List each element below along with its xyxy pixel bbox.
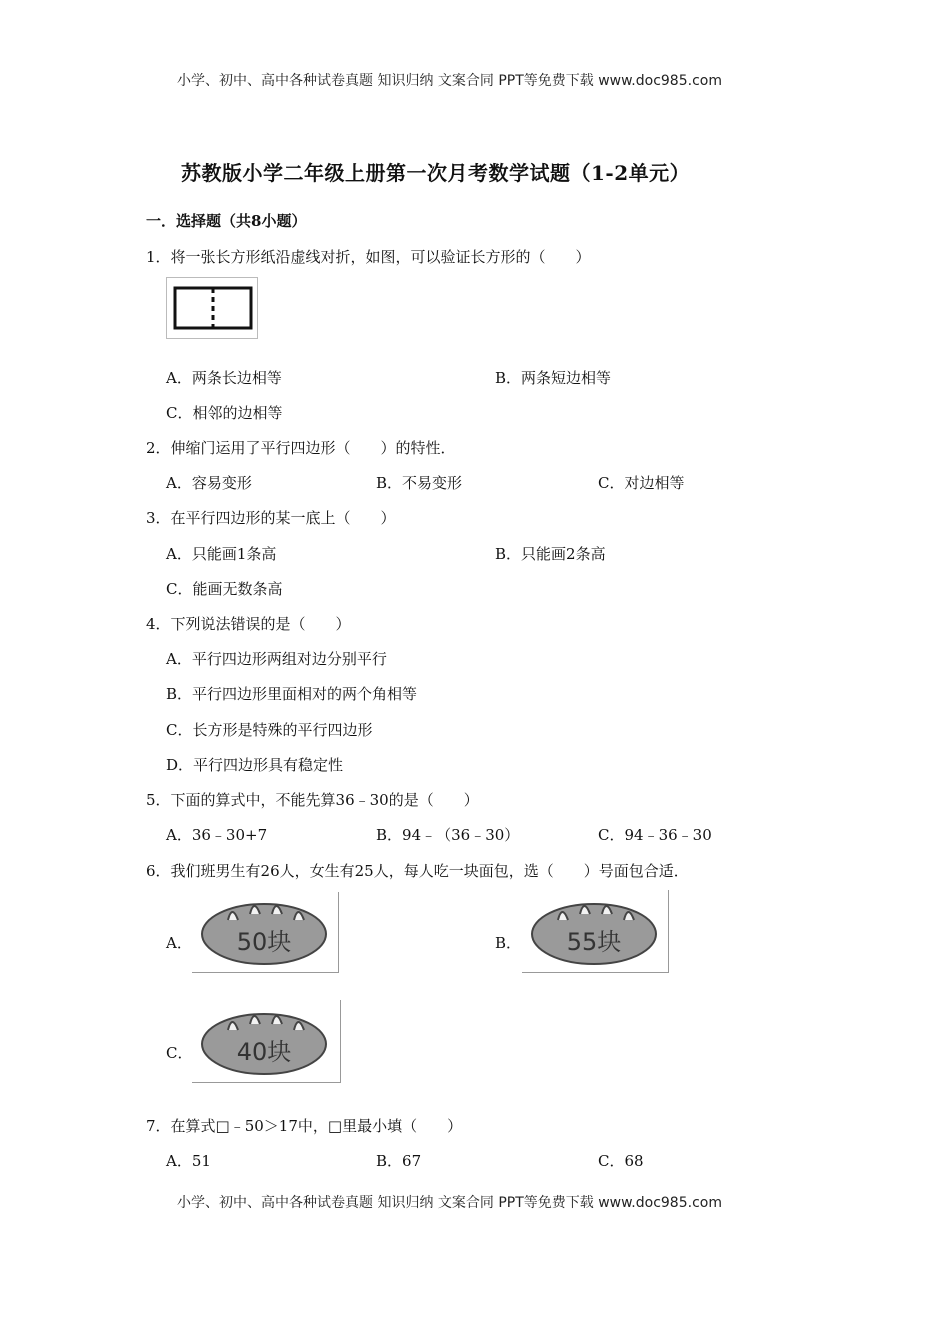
header-banner: 小学、初中、高中各种试卷真题 知识归纳 文案合同 PPT等免费下载 www.doc985.com xyxy=(177,73,722,89)
bread-label-b: 55块 xyxy=(566,928,622,956)
question-7: 7．在算式□﹣50＞17中，□里最小填（ ） xyxy=(146,1117,463,1135)
q3-option-c: C．能画无数条高 xyxy=(166,580,283,598)
q2-option-a: A．容易变形 xyxy=(166,474,252,492)
q4-option-c: C．长方形是特殊的平行四边形 xyxy=(166,721,373,739)
q7-option-c: C．68 xyxy=(598,1152,644,1170)
question-2: 2．伸缩门运用了平行四边形（ ）的特性． xyxy=(146,439,456,457)
bread-label-c: 40块 xyxy=(236,1038,292,1066)
footer-banner: 小学、初中、高中各种试卷真题 知识归纳 文案合同 PPT等免费下载 www.doc985.com xyxy=(177,1195,722,1211)
q5-option-a: A．36﹣30+7 xyxy=(166,826,268,844)
q1-option-c: C．相邻的边相等 xyxy=(166,404,283,422)
q7-option-a: A．51 xyxy=(166,1152,211,1170)
q4-option-b: B．平行四边形里面相对的两个角相等 xyxy=(166,685,418,703)
q1-option-b: B．两条短边相等 xyxy=(495,369,612,387)
question-6: 6．我们班男生有26人，女生有25人，每人吃一块面包，选（ ）号面包合适． xyxy=(146,862,689,880)
question-1: 1．将一张长方形纸沿虚线对折，如图，可以验证长方形的（ ） xyxy=(146,248,591,266)
q4-option-a: A．平行四边形两组对边分别平行 xyxy=(166,650,387,668)
q4-option-d: D．平行四边形具有稳定性 xyxy=(166,756,344,774)
q2-option-c: C．对边相等 xyxy=(598,474,685,492)
q5-option-c: C．94﹣36﹣30 xyxy=(598,826,712,844)
page-title: 苏教版小学二年级上册第一次月考数学试题（1-2单元） xyxy=(181,161,691,185)
question-5: 5．下面的算式中，不能先算36﹣30的是（ ） xyxy=(146,791,479,809)
question-4: 4．下列说法错误的是（ ） xyxy=(146,615,351,633)
folded-rectangle-figure xyxy=(166,277,258,339)
q5-option-b: B．94﹣（36﹣30） xyxy=(376,826,520,844)
q7-option-b: B．67 xyxy=(376,1152,422,1170)
q6-option-c: C． xyxy=(166,1044,193,1062)
bread-image-b xyxy=(522,890,669,973)
q3-option-a: A．只能画1条高 xyxy=(166,545,277,563)
bread-image-c xyxy=(192,1000,341,1083)
q6-option-b: B． xyxy=(495,934,522,952)
question-3: 3．在平行四边形的某一底上（ ） xyxy=(146,509,396,527)
bread-label-a: 50块 xyxy=(236,928,292,956)
q2-option-b: B．不易变形 xyxy=(376,474,463,492)
q6-option-a: A． xyxy=(166,934,192,952)
section-heading: 一．选择题（共8小题） xyxy=(146,212,307,230)
q1-option-a: A．两条长边相等 xyxy=(166,369,282,387)
q3-option-b: B．只能画2条高 xyxy=(495,545,606,563)
bread-image-a xyxy=(192,892,339,973)
